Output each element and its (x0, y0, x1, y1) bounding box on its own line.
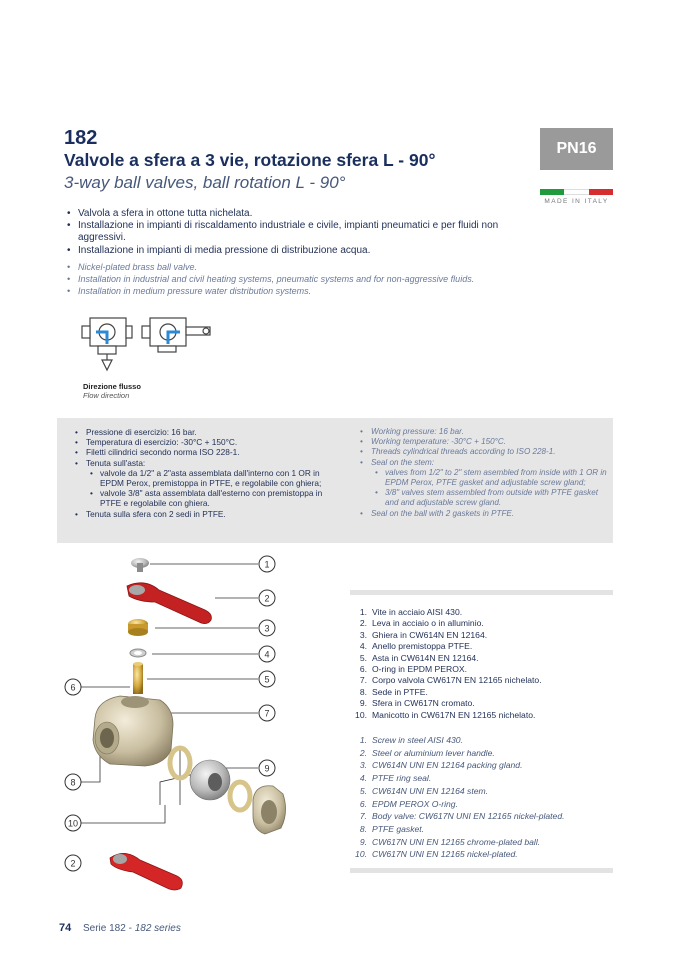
callout-5 (259, 671, 275, 687)
list-item: • Valvola a sfera in ottone tutta nichelata. (64, 208, 534, 220)
svg-text:1: 1 (264, 559, 270, 570)
list-item: • Installation in medium pressure water distribution systems. (64, 285, 534, 297)
part-lever-alt (110, 853, 182, 890)
callout-2-alt (65, 855, 81, 871)
sub-list-item: • valvole da 1/2" a 2"asta assemblata dall'interno con 1 OR in EPDM Perox, premistoppa in PTFE, e regolabile con ghiera; (86, 468, 342, 488)
list-item: 1. Screw in steel AISI 430. (359, 735, 463, 745)
svg-text:8: 8 (70, 777, 76, 788)
list-item: 2. Steel or aluminium lever handle. (359, 747, 495, 758)
callout-7 (259, 705, 275, 721)
callout-9 (259, 760, 275, 776)
list-item: 3. Ghiera in CW614N EN 12164. (359, 629, 488, 640)
parts-list-italian (350, 607, 612, 721)
svg-text:7: 7 (264, 708, 270, 719)
part-stem (133, 662, 143, 694)
sub-list-item: • 3/8" valves stem assembled from outside with PTFE gasket and and adjustable screw gland. (371, 488, 607, 508)
footer-series (83, 923, 181, 934)
svg-text:3: 3 (264, 623, 270, 634)
svg-text:2: 2 (264, 593, 270, 604)
callout-10 (65, 815, 81, 831)
list-item: 6. EPDM PEROX O-ring. (359, 798, 458, 809)
flow-direction-label: Direzione flusso (83, 382, 141, 391)
part-packing-gland (128, 619, 148, 636)
specs-italian (72, 427, 342, 519)
list-item: • Installazione in impianti di riscaldamento industriale e civile, impianti pneumatici e per fluidi non aggressivi. (64, 220, 534, 244)
list-item: 10. Manicotto in CW617N EN 12165 nichelato. (355, 709, 536, 720)
list-item: • Nickel-plated brass ball valve. (64, 261, 534, 273)
svg-text:10: 10 (67, 818, 79, 829)
list-item: • Threads cylindrical threads according to ISO 228-1. (357, 447, 607, 457)
spec-stem-seal: Seal on the stem: (371, 457, 434, 467)
list-item: 8. PTFE gasket. (359, 823, 425, 834)
list-item (72, 458, 342, 509)
callout-8 (65, 774, 81, 790)
part-ring-seal (130, 649, 146, 657)
list-item: 5. Asta in CW614N EN 12164. (359, 652, 479, 663)
divider (350, 590, 613, 595)
title-italian: Valvole a sfera a 3 vie, rotazione sfera L - 90° (64, 150, 436, 170)
list-item: • Tenuta sulla sfera con 2 sedi in PTFE. (72, 509, 342, 519)
callout-4 (259, 646, 275, 662)
list-item: 9. Sfera in CW617N cromato. (359, 698, 475, 709)
svg-text:2: 2 (70, 858, 76, 869)
part-valve-body (93, 696, 173, 766)
list-item: • Installation in industrial and civil heating systems, pneumatic systems and for non-aggressive fluids. (64, 273, 534, 285)
sub-list-item: • valvole 3/8" asta assemblata dall'esterno con premistoppa in PTFE e regolabile con ghiera. (86, 488, 342, 508)
part-ball (190, 760, 230, 800)
list-item: • Filetti cilindrici secondo norma ISO 228-1. (72, 447, 342, 457)
part-sleeve (253, 786, 286, 834)
flow-diagram-valve-1 (82, 318, 132, 370)
made-in-italy-label: MADE IN ITALY (544, 198, 609, 205)
part-screw (131, 558, 149, 572)
callout-6 (65, 679, 81, 695)
list-item: 5. CW614N UNI EN 12164 stem. (359, 785, 489, 796)
list-item: 2. Leva in acciaio o in alluminio. (359, 618, 484, 629)
part-lever (127, 583, 211, 624)
footer-series-it: Serie 182 - (83, 923, 132, 934)
list-item: • Temperatura di esercizio: -30°C + 150°C. (72, 437, 342, 447)
flow-direction-diagram (80, 312, 220, 382)
pressure-badge: PN16 (540, 128, 613, 170)
sub-list-item: • valves from 1/2" to 2" stem asembled from inside with 1 OR in EPDM Perox, PTFE gasket and adjustable screw gland; (371, 468, 607, 488)
features-english (64, 261, 534, 297)
product-code: 182 (64, 127, 98, 149)
title-english: 3-way ball valves, ball rotation L - 90° (64, 173, 346, 192)
list-item: 3. CW614N UNI EN 12164 packing gland. (359, 760, 523, 771)
list-item: 10. CW617N UNI EN 12165 nickel-plated. (355, 849, 518, 860)
list-item: • Installazione in impianti di media pressione di distribuzione acqua. (64, 245, 534, 257)
list-item: 7. Corpo valvola CW617N EN 12165 nichelato. (359, 675, 542, 686)
flow-direction-label-en: Flow direction (83, 391, 130, 400)
list-item: • Working temperature: -30°C + 150°C. (357, 437, 607, 447)
divider (350, 868, 613, 873)
exploded-view-illustration (55, 550, 290, 895)
list-item: • Pressione di esercizio: 16 bar. (72, 427, 342, 437)
list-item: 8. Sede in PTFE. (359, 686, 428, 697)
list-item (357, 458, 607, 509)
list-item: 7. Body valve: CW617N UNI EN 12165 nickel-plated. (359, 811, 565, 822)
callout-2 (259, 590, 275, 606)
list-item: 9. CW617N UNI EN 12165 chrome-plated ball. (359, 836, 541, 847)
list-item: 4. Anello premistoppa PTFE. (359, 641, 473, 652)
list-item: 4. PTFE ring seal. (359, 773, 432, 784)
footer-series-en: 182 series (134, 923, 181, 934)
parts-list-english (350, 734, 612, 861)
svg-text:4: 4 (264, 649, 270, 660)
list-item: • Seal on the ball with 2 gaskets in PTFE. (357, 509, 607, 519)
svg-text:5: 5 (264, 674, 270, 685)
features-italian (64, 208, 534, 257)
callout-3 (259, 620, 275, 636)
page-number: 74 (59, 922, 72, 934)
list-item: 6. O-ring in EPDM PEROX. (359, 664, 468, 675)
callout-1 (259, 556, 275, 572)
italian-flag-icon (540, 189, 613, 195)
specs-english (357, 427, 607, 519)
list-item: 1. Vite in acciaio AISI 430. (359, 607, 463, 617)
spec-stem-seal: Tenuta sull'asta: (86, 457, 146, 468)
svg-text:9: 9 (264, 763, 270, 774)
svg-text:6: 6 (70, 682, 76, 693)
list-item: • Working pressure: 16 bar. (357, 427, 607, 437)
flow-diagram-valve-2 (142, 318, 210, 352)
